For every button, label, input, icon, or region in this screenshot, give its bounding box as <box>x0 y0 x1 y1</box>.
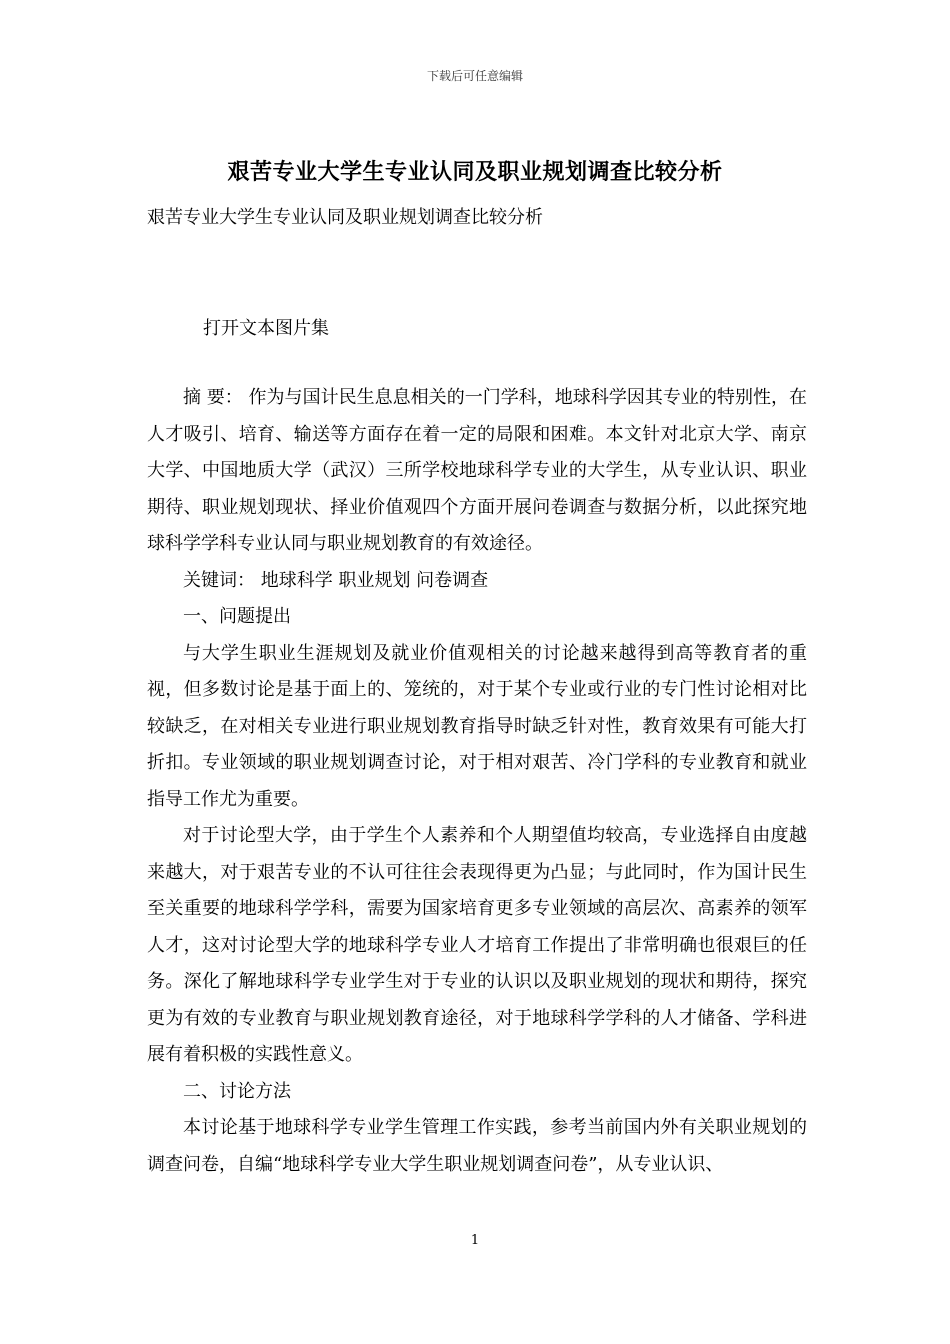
page-header-note: 下载后可任意编辑 <box>426 69 523 83</box>
keywords-line: 关键词： 地球科学 职业规划 问卷调查 <box>183 569 489 591</box>
section-heading-1: 一、问题提出 <box>183 606 291 627</box>
body-paragraph: 本讨论基于地球科学专业学生管理工作实践，参考当前国内外有关职业规划的调查问卷，自编“地球科学专业大学生职业规划调查问卷”，从专业认识、 <box>147 1117 807 1175</box>
page-number: 1 <box>470 1233 480 1248</box>
open-image-gallery-link[interactable]: 打开文本图片集 <box>203 318 329 339</box>
section-heading-2: 二、讨论方法 <box>183 1080 291 1102</box>
body-paragraph: 与大学生职业生涯规划及就业价值观相关的讨论越来越得到高等教育者的重视，但多数讨论是基于面上的、笼统的，对于某个专业或行业的专门性讨论相对比较缺乏，在对相关专业进行职业规划教育指导时缺乏针对性，教育效果有可能大打折扣。专业领域的职业规划调查讨论，对于相对艰苦、冷门学科的专业教育和就业指导工作尤为重要。 <box>147 642 807 810</box>
abstract-paragraph: 摘 要： 作为与国计民生息息相关的一门学科，地球科学因其专业的特别性，在人才吸引、培育、输送等方面存在着一定的局限和困难。本文针对北京大学、南京大学、中国地质大学（武汉）三所学校地球科学专业的大学生，从专业认识、职业期待、职业规划现状、择业价值观四个方面开展问卷调查与数据分析，以此探究地球科学学科专业认同与职业规划教育的有效途径。 <box>147 387 807 554</box>
body-paragraph: 对于讨论型大学，由于学生个人素养和个人期望值均较高，专业选择自由度越来越大，对于艰苦专业的不认可往往会表现得更为凸显；与此同时，作为国计民生至关重要的地球科学学科，需要为国家培育更多专业领域的高层次、高素养的领军人才，这对讨论型大学的地球科学专业人才培育工作提出了非常明确也很艰巨的任务。深化了解地球科学专业学生对于专业的认识以及职业规划的现状和期待，探究更为有效的专业教育与职业规划教育途径，对于地球科学学科的人才储备、学科进展有着积极的实践性意义。 <box>147 825 807 1065</box>
document-body <box>147 380 807 1183</box>
document-subtitle: 艰苦专业大学生专业认同及职业规划调查比较分析 <box>147 207 543 228</box>
document-title: 艰苦专业大学生专业认同及职业规划调查比较分析 <box>227 159 723 185</box>
